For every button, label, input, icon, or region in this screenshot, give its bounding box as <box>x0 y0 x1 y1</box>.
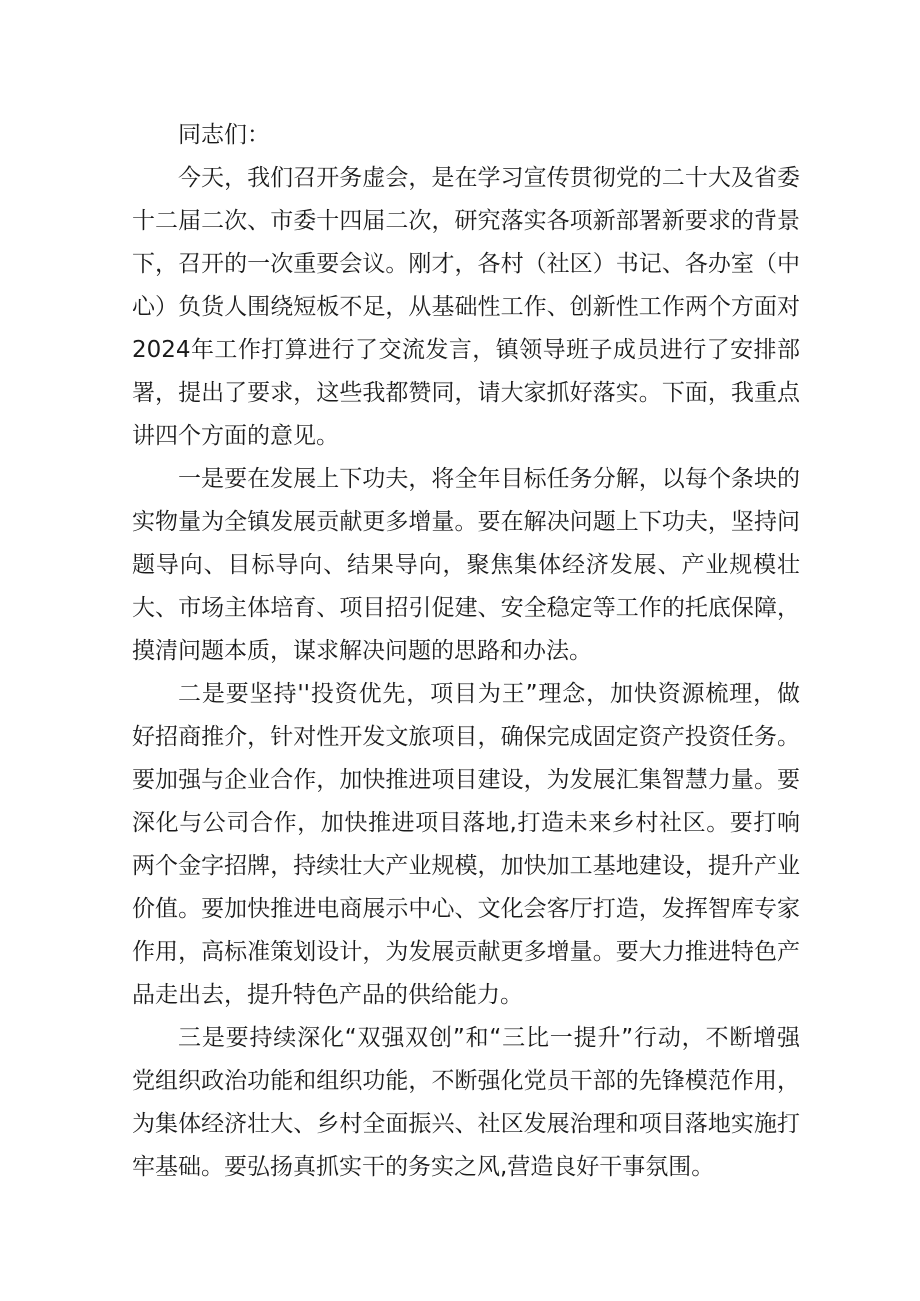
paragraph-point-one: 一是要在发展上下功夫，将全年目标任务分解，以每个条块的实物量为全镇发展贡献更多增量。要在解决问题上下功夫，坚持问题导向、目标导向、结果导向，聚焦集体经济发展、产业规模壮大、市场主体培育、项目招引促建、安全稳定等工作的托底保障，摸清问题本质，谋求解决问题的思路和办法。 <box>132 466 800 664</box>
paragraph-intro: 今天，我们召开务虚会，是在学习宣传贯彻党的二十大及省委十二届二次、市委十四届二次，研究落实各项新部署新要求的背景下，召开的一次重要会议。刚才，各村（社区）书记、各办室（中心）负货人围绕短板不足，从基础性工作、创新性工作两个方面对2024年工作打算进行了交流发言，镇领导班子成员进行了安排部署，提出了要求，这些我都赞同，请大家抓好落实。下面，我重点讲四个方面的意见。 <box>132 165 800 449</box>
salutation: 同志们： <box>178 122 270 148</box>
document-body <box>132 114 800 1189</box>
paragraph-point-two: 二是要坚持''投资优先，项目为王”理念，加快资源梳理，做好招商推介，针对性开发文旅项目，确保完成固定资产投资任务。要加强与企业合作，加快推进项目建设，为发展汇集智慧力量。要深化与公司合作，加快推进项目落地,打造未来乡村社区。要打响两个金字招牌，持续壮大产业规模，加快加工基地建设，提升产业价值。要加快推进电商展示中心、文化会客厅打造，发挥智库专家作用，高标准策划设计，为发展贡献更多增量。要大力推进特色产品走出去，提升特色产品的供给能力。 <box>132 681 800 1008</box>
paragraph-point-three: 三是要持续深化“双强双创”和“三比一提升”行动，不断增强党组织政治功能和组织功能，不断强化党员干部的先锋模范作用，为集体经济壮大、乡村全面振兴、社区发展治理和项目落地实施打牢基础。要弘扬真抓实干的务实之风,营造良好干事氛围。 <box>132 1025 800 1180</box>
